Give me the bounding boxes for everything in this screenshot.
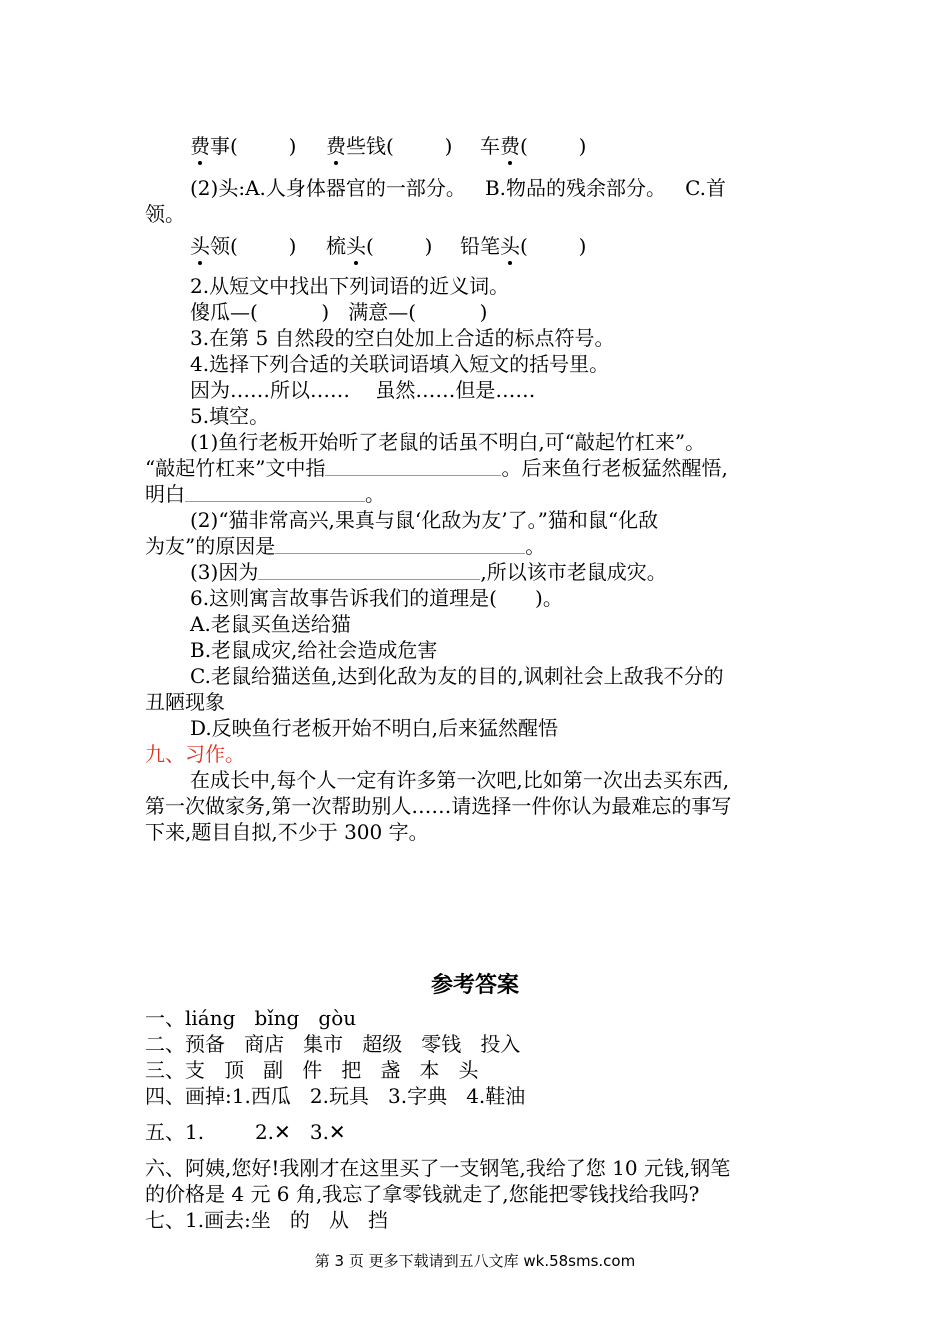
question-5: 5.填空。 [190,404,270,428]
text-span: 。后来鱼行老板猛然醒悟, [501,456,728,480]
text-span: 为友”的原因是 [145,534,276,558]
answer-5: 五、1. 2.✕ 3.✕ [145,1120,346,1144]
word-row-2 [190,234,296,258]
answer-blank[interactable] [258,561,480,580]
question-5-2: (2)“猫非常高兴,果真与鼠‘化敌为友’了。”猫和鼠“化敌 [190,508,659,532]
word-2-dotted: 费 [326,134,346,158]
question-5-2-line2 [145,534,545,558]
word-row-1b [326,134,452,158]
answer-4: 四、画掉:1.西瓜 2.玩具 3.字典 4.鞋油 [145,1084,526,1108]
option-a: A.老鼠买鱼送给猫 [190,612,351,636]
paren-6: ( ) [520,234,587,258]
text-line: (2)头:A.人身体器官的一部分。 B.物品的残余部分。 C.首 [190,176,727,200]
text-line: 领。 [145,202,185,226]
question-5-1-line3 [145,482,385,506]
word-4-rest: 领 [210,234,230,258]
answers-title: 参考答案 [430,972,519,998]
answer-blank[interactable] [185,483,365,502]
text-span: ,所以该市老鼠成灾。 [480,560,667,584]
question-5-1: (1)鱼行老板开始听了老鼠的话虽不明白,可“敲起竹杠来”。 [190,430,706,454]
answer-1: 一、liáng bǐng gòu [145,1006,357,1030]
answer-2: 二、预备 商店 集市 超级 零钱 投入 [145,1032,521,1056]
word-5-dotted: 头 [346,234,366,258]
option-c-line2: 丑陋现象 [145,690,225,714]
question-2: 2.从短文中找出下列词语的近义词。 [190,274,510,298]
word-row-1c [480,134,586,158]
paren-4: ( ) [230,234,297,258]
text-span: 明白 [145,482,185,506]
word-6-first: 铅笔 [460,234,500,258]
word-4-dotted: 头 [190,234,210,258]
word-2-rest: 些钱 [346,134,386,158]
essay-prompt-line2: 第一次做家务,第一次帮助别人……请选择一件你认为最难忘的事写 [145,794,732,818]
option-c: C.老鼠给猫送鱼,达到化敌为友的目的,讽刺社会上敌我不分的 [190,664,724,688]
question-3: 3.在第 5 自然段的空白处加上合适的标点符号。 [190,326,615,350]
text-span: 。 [365,482,385,506]
question-2-blanks: 傻瓜—( ) 满意—( ) [190,300,488,324]
paren-3: ( ) [520,134,587,158]
word-3-dotted: 费 [500,134,520,158]
text-span: “敲起竹杠来”文中指 [145,456,326,480]
option-b: B.老鼠成灾,给社会造成危害 [190,638,438,662]
answer-blank[interactable] [325,457,501,476]
paren-2: ( ) [386,134,453,158]
section-9-heading: 九、习作。 [145,742,245,766]
word-row-2c [460,234,586,258]
essay-prompt-line3: 下来,题目自拟,不少于 300 字。 [145,820,429,844]
page-footer: 第 3 页 更多下载请到五八文库 wk.58sms.com [314,1252,636,1270]
text-span: (3)因为 [190,560,259,584]
word-3-first: 车 [480,134,500,158]
question-6: 6.这则寓言故事告诉我们的道理是( )。 [190,586,563,610]
essay-prompt: 在成长中,每个人一定有许多第一次吧,比如第一次出去买东西, [190,768,730,792]
text-span: 。 [525,534,546,558]
word-6-dotted: 头 [500,234,520,258]
answer-blank[interactable] [275,535,525,554]
word-5-first: 梳 [326,234,346,258]
paren-5: ( ) [366,234,433,258]
word-1-dotted: 费 [190,134,210,158]
paren-1: ( ) [230,134,297,158]
word-1-rest: 事 [210,134,230,158]
answer-3: 三、支 顶 副 件 把 盏 本 头 [145,1058,479,1082]
answer-6-line2: 的价格是 4 元 6 角,我忘了拿零钱就走了,您能把零钱找给我吗? [145,1182,700,1206]
word-row-2b [326,234,432,258]
answer-6: 六、阿姨,您好!我刚才在这里买了一支钢笔,我给了您 10 元钱,钢笔 [145,1156,731,1180]
word-row-1 [190,134,296,158]
question-4-options: 因为……所以…… 虽然……但是…… [190,378,536,402]
question-5-3 [190,560,667,584]
option-d: D.反映鱼行老板开始不明白,后来猛然醒悟 [190,716,559,740]
question-5-1-line2 [145,456,728,480]
question-4: 4.选择下列合适的关联词语填入短文的括号里。 [190,352,610,376]
answer-7: 七、1.画去:坐 的 从 挡 [145,1208,389,1232]
